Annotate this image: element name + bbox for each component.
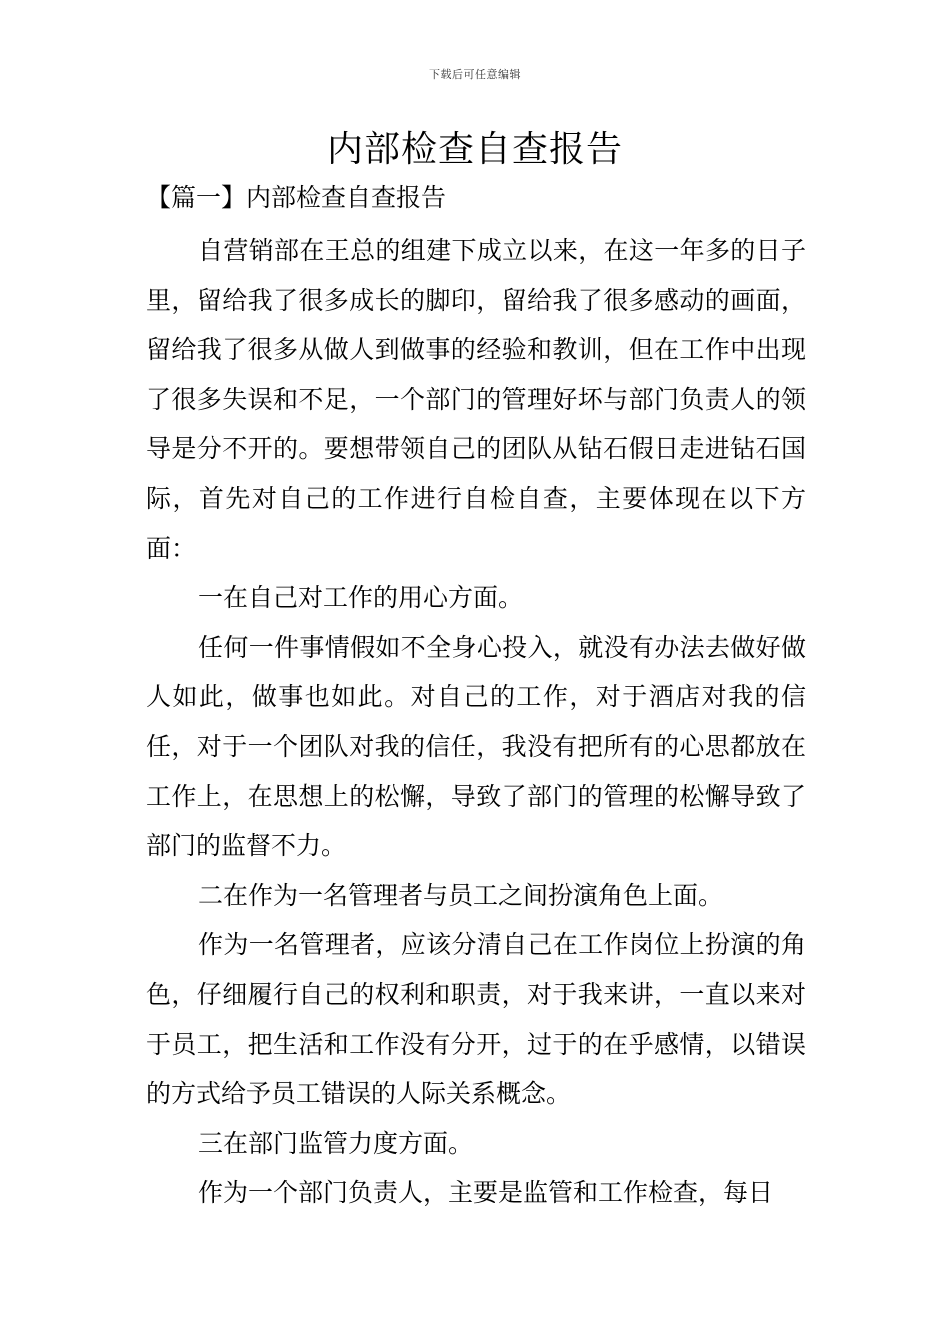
paragraph-point-two-heading: 二在作为一名管理者与员工之间扮演角色上面。 xyxy=(198,880,724,910)
paragraph-point-one-body: 任何一件事情假如不全身心投入，就没有办法去做好做人如此，做事也如此。对自己的工作，对于酒店对我的信任，对于一个团队对我的信任，我没有把所有的心思都放在工作上，在思想上的松懈，导致了部门的管理的松懈导致了部门的监督不力。 xyxy=(146,632,806,861)
section-heading: 【篇一】内部检查自查报告 xyxy=(146,183,447,212)
paragraph-point-three-heading: 三在部门监管力度方面。 xyxy=(198,1128,474,1158)
paragraph-point-two-body: 作为一名管理者，应该分清自己在工作岗位上扮演的角色，仔细履行自己的权利和职责，对于我来讲，一直以来对于员工，把生活和工作没有分开，过于的在乎感情，以错误的方式给予员工错误的人际关系概念。 xyxy=(146,930,806,1109)
paragraph-intro: 自营销部在王总的组建下成立以来，在这一年多的日子里，留给我了很多成长的脚印，留给我了很多感动的画面，留给我了很多从做人到做事的经验和教训，但在工作中出现了很多失误和不足，一个部门的管理好坏与部门负责人的领导是分不开的。要想带领自己的团队从钻石假日走进钻石国际，首先对自己的工作进行自检自查，主要体现在以下方面： xyxy=(146,236,806,563)
paragraph-point-three-body: 作为一个部门负责人，主要是监管和工作检查，每日 xyxy=(198,1178,774,1208)
paragraph-point-one-heading: 一在自己对工作的用心方面。 xyxy=(198,583,524,613)
document-title: 内部检查自查报告 xyxy=(326,129,623,170)
page-header-note: 下载后可任意编辑 xyxy=(429,68,521,81)
document-body xyxy=(146,226,806,1218)
